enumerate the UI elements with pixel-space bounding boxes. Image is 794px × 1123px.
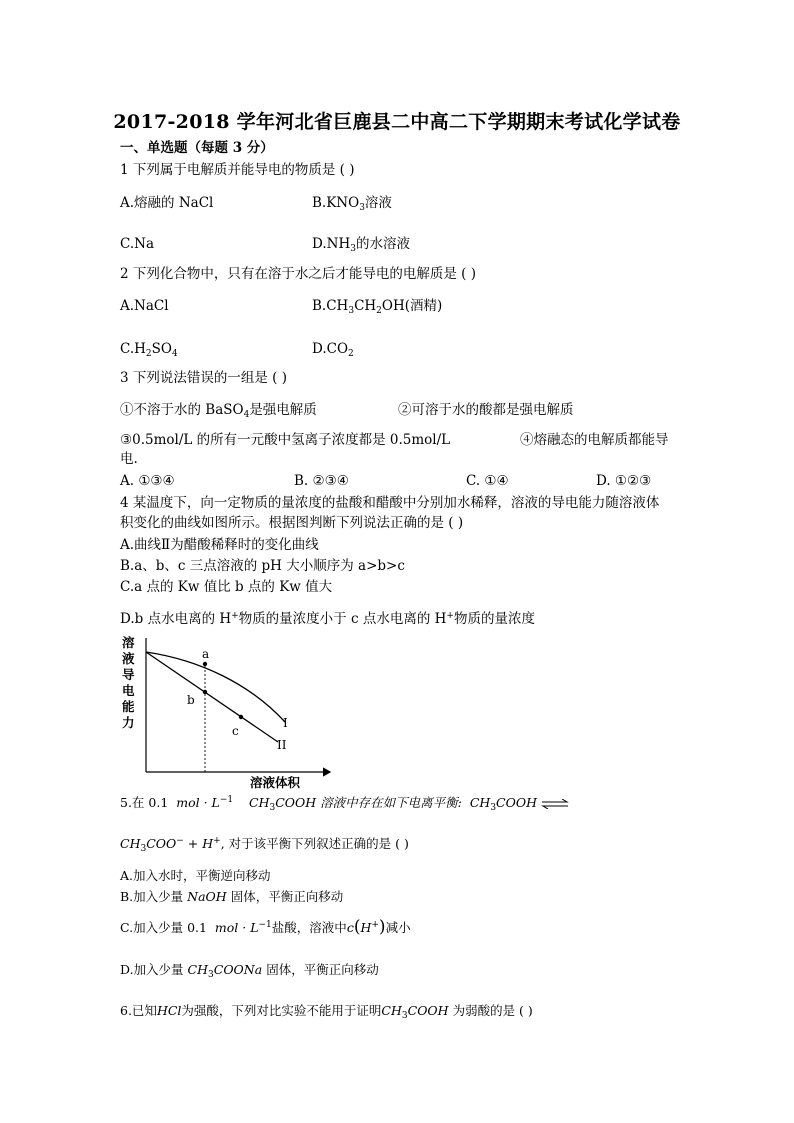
q4-option-d: D.b 点水电离的 H+物质的量浓度小于 c 点水电离的 H+物质的量浓度 — [120, 611, 535, 627]
q2-option-b: $B.CH_3CH_2OH$(酒精) — [312, 298, 443, 316]
x-axis-label: 溶液体积 — [250, 775, 301, 790]
q1-option-b: $B.KNO_3$溶液 — [312, 195, 392, 213]
point-c-label: c — [232, 724, 239, 738]
q2-option-c: $C.H_2SO_4$ — [120, 341, 178, 359]
svg-text:力: 力 — [122, 715, 135, 730]
q5-option-a: A.加入水时，平衡逆向移动 — [120, 868, 271, 883]
q1-stem: 1 下列属于电解质并能导电的物质是 ( ) — [120, 162, 355, 178]
q4-option-a: A.曲线Ⅱ为醋酸稀释时的变化曲线 — [120, 537, 319, 553]
point-c-dot — [239, 715, 243, 719]
svg-text:能: 能 — [122, 699, 135, 714]
equilibrium-arrows-icon — [541, 799, 569, 809]
point-b-label: b — [187, 693, 195, 707]
point-a-label: a — [202, 647, 210, 661]
q3-stem: 3 下列说法错误的一组是 ( ) — [120, 370, 287, 386]
q5-option-d: D.加入少量 $CH_3COONa$ 固体，平衡正向移动 — [120, 962, 379, 980]
q1-option-d: $D.NH_3$的水溶液 — [312, 236, 410, 254]
svg-text:电: 电 — [122, 683, 135, 698]
q3-statement-4: ④熔融态的电解质都能导 — [520, 432, 669, 448]
q2-stem: 2 下列化合物中，只有在溶于水之后才能导电的电解质是 ( ) — [120, 266, 476, 282]
q1-option-a: A.熔融的 NaCl — [120, 195, 214, 211]
curve-1-label: I — [283, 716, 288, 730]
q3-statement-2: ②可溶于水的酸都是强电解质 — [398, 402, 574, 418]
q3-option-d: D. ①②③ — [596, 473, 652, 489]
page-title: 2017-2018 学年河北省巨鹿县二中高二下学期期末考试化学试卷 — [113, 111, 681, 133]
curve-1 — [146, 652, 285, 722]
point-b-dot — [203, 690, 207, 694]
q1-option-c: C.Na — [120, 236, 155, 252]
q4-option-c: C.a 点的 Kw 值比 b 点的 Kw 值大 — [120, 579, 333, 595]
q3-option-c: C. ①④ — [466, 473, 509, 489]
svg-text:溶: 溶 — [122, 635, 135, 650]
q5-stem-line1: 5.在 0.1 mol · $L^{-1}$ $CH_3COOH$ 溶液中存在如下电离平衡: $CH_3COOH$ — [120, 794, 569, 812]
q4-option-b: B.a、b、c 三点溶液的 pH 大小顺序为 a>b>c — [120, 558, 405, 574]
q4-stem-line2: 积变化的曲线如图所示。根据图判断下列说法正确的是 ( ) — [120, 515, 464, 531]
q6-stem: 6.已知HCl为强酸，下列对比实验不能用于证明$CH_3COOH$ 为弱酸的是 ( ) — [120, 1003, 533, 1021]
svg-text:液: 液 — [122, 651, 135, 666]
q3-option-b: B. ②③④ — [294, 473, 349, 489]
q4-stem-line1: 4 某温度下，向一定物质的量浓度的盐酸和醋酸中分别加水稀释，溶液的导电能力随溶液体 — [120, 495, 660, 511]
q5-option-c: C.加入少量 0.1 mol · $L^{-1}$盐酸，溶液中c(H+)减小 — [120, 917, 411, 937]
conductivity-graph — [120, 632, 340, 792]
q2-option-d: $D.CO_2$ — [312, 341, 354, 359]
q5-stem-line2: $CH_3COO^- + H^+$, 对于该平衡下列叙述正确的是 ( ) — [120, 836, 409, 854]
q3-statement-4-cont: 电. — [120, 451, 138, 467]
point-a-dot — [203, 662, 207, 666]
svg-text:导: 导 — [122, 667, 135, 682]
q3-statement-3: ③0.5mol/L 的所有一元酸中氢离子浓度都是 0.5mol/L — [120, 432, 451, 448]
curve-2-label: II — [277, 738, 287, 752]
q5-option-b: B.加入少量 NaOH 固体，平衡正向移动 — [120, 889, 344, 904]
q3-option-a: A. ①③④ — [120, 473, 175, 489]
q3-statement-1: ①不溶于水的 BaSO$_4$是强电解质 — [120, 402, 317, 420]
section-heading: 一、单选题（每题 3 分） — [120, 140, 274, 156]
y-axis-label — [122, 635, 135, 730]
q2-option-a: A.NaCl — [120, 298, 169, 314]
